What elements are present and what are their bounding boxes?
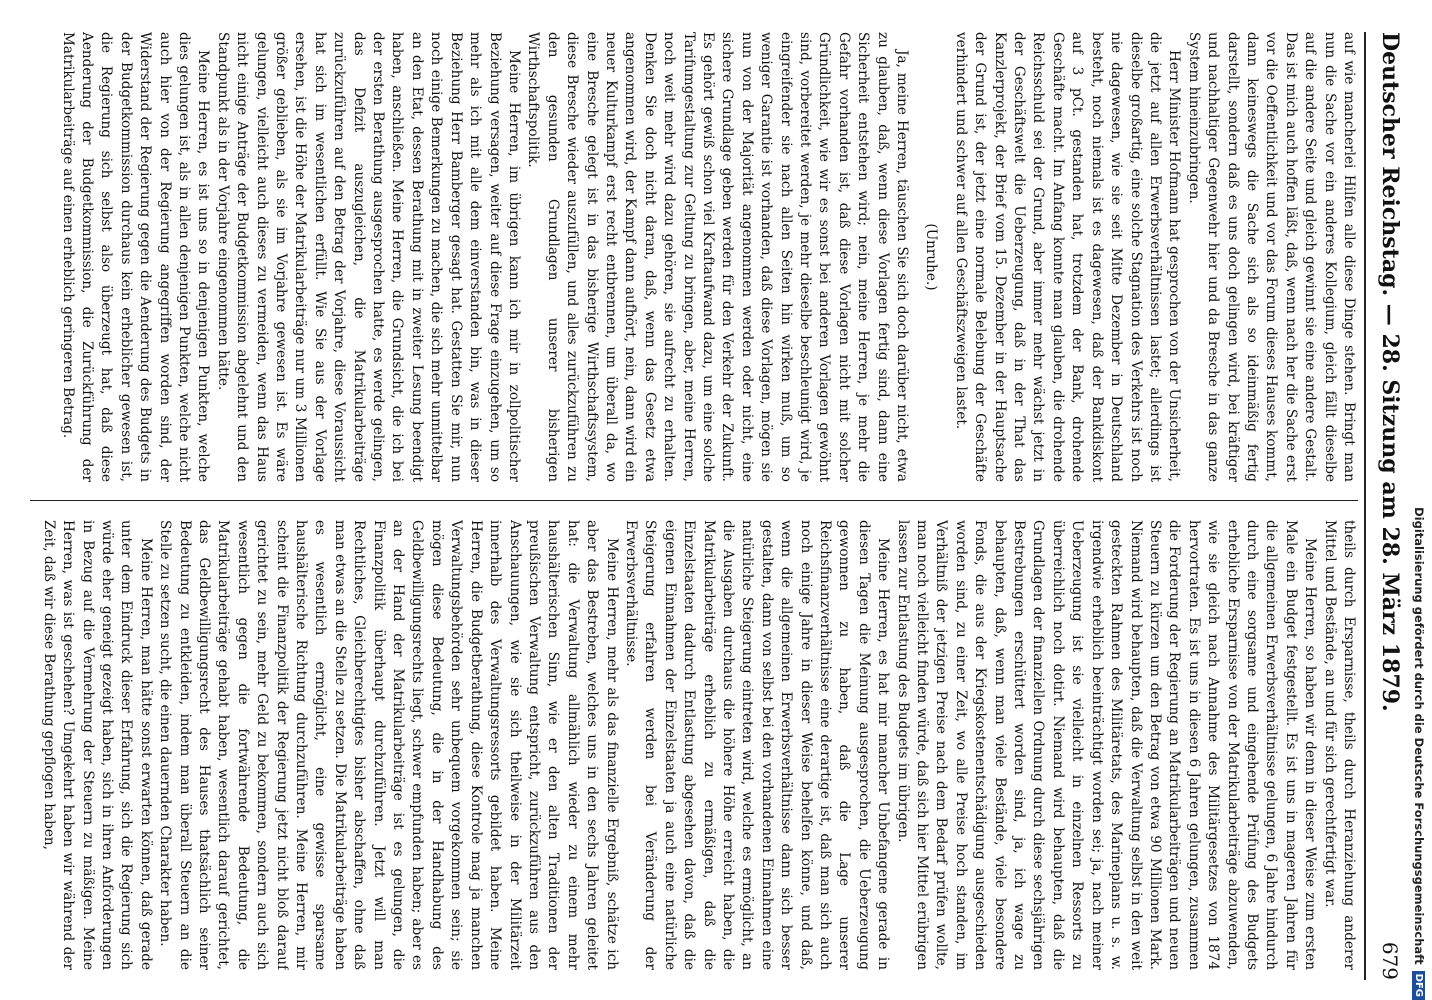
dfg-logo: DFG	[1413, 971, 1426, 1000]
text-column-right	[30, 520, 1358, 970]
paragraph: Meine Herren, so haben wir denn in dieser Weise zum ersten Male ein Budget festgestellt. Es ist uns in mageren Jahren für die allgemeinen Erwerbsverhältnisse gelungen, 6 Jahre hindurch durch eine sorgsame und eingehende Prüfung des Budgets erhebliche Ersparnisse von der Matrikularbeiträge abzuwenden, wie sie gleich nach Annahme des Militärgesetzes von 1874 hervortraten. Es ist uns in diesen 6 Jahren gelungen, zusammen die Forderung der Regierung an Matrikularbeiträgen und neuen Steuern zu kürzen um den Betrag von etwa 90 Millionen Mark. Niemand wird behaupten, daß die Verwaltung selbst in den weit gesteckten Rahmen des Militäretats, des Marineplans u. s. w. irgendwie erheblich beeinträchtigt worden sei; ja, nach meiner Ueberzeugung ist sie vielleicht in einzelnen Ressorts zu überreichlich noch dotirt. Niemand wird behaupten, daß die Grundlagen der finanziellen Ordnung durch diese sechsjährigen Bestrebungen erschüttert worden sind, ja, ich wage zu behaupten, daß, wenn man viele Bestände, viele besondere Fonds, die aus der Kriegskostenentschädigung ausgeschieden worden sind, zu einer Zeit, wo alle Preise hoch standen, im Verhältniß der jetzigen Preise nach dem Bedarf prüfen wollte, man noch vielleicht finden würde, daß sich hier Mittel erübrigen lassen zur Entlastung des Budgets im übrigen.	[894, 520, 1319, 970]
paragraph: auf wie mancherlei Hilfen alle diese Dinge stehen. Bringt man nun die Sache vor ein anderes Kollegium, gleich fällt dieselbe auf die andere Seite und gleich gewinnt sie eine andere Gestalt. Das ist mich auch hoffen läßt, daß, wenn nach her die Sache erst vor die Oeffentlichkeit und vor das Forum dieses Hauses kommt, dann keineswegs die Sache sich als so ideinmäßig fertig darstellt, sondern daß es uns doch gelingen wird, bei kräftiger und nachhaltiger Gegenwehr hier und da Bresche in das ganze System hineinzubringen.	[1185, 32, 1357, 482]
paragraph: theils durch Ersparnisse, theils durch Heranziehung anderer Mittel und Bestände, an und für sich gerechtfertigt war.	[1321, 520, 1357, 970]
attribution-text: Digitalisierung gefördert durch die Deutsche Forschungsgemeinschaft	[1412, 507, 1426, 965]
column-divider	[30, 500, 1358, 501]
header-rule	[1364, 32, 1366, 980]
page-header	[1372, 32, 1408, 980]
paragraph: Meine Herren, es ist uns so in denjenigen Punkten, welche dies gelungen ist, als in allen denjenigen Punkten, welche nicht auch hier von der Regierung angegriffen worden sind, der Widerstand der Regierung gegen die Aenderung des Budgets in der Budgetkommission durchaus kein erheblicher gewesen ist, die Regierung sich selbst also überzeugt hat, daß diese Aenderung der Budgetkommission, die Zurückführung der Matrikularbeiträge auf einen erheblich geringeren Betrag.	[59, 32, 212, 482]
interjection: (Unruhe.)	[923, 223, 940, 291]
paragraph: Ja, meine Herren, täuschen Sie sich doch darüber nicht, etwa zu glauben, daß, wenn diese Vorlagen fertig sind, dann eine Sicherheit entstehen wird; nein, meine Herren, je mehr die Gefahr vorhanden ist, daß diese Vorlagen nicht mit solcher Gründlichkeit, wie wir es sonst bei anderen Vorlagen gewöhnt sind, vorbereitet werden, je mehr dieselbe beschleunigt wird, je eingreifender sie nach allen Seiten hin wirken muß, um so weniger Garantie ist vorhanden, daß diese Vorlagen, mögen sie nun von der Majorität angenommen werden oder nicht, eine sichere Grundlage geben werden für den Verkehr der Zukunft. Es gehört gewiß schon viel Kraftaufwand dazu, um eine solche Tarifumgestaltung zur Geltung zu bringen, aber, meine Herren, noch weit mehr wird dazu gehören, sie aufrecht zu erhalten. Denken Sie doch nicht daran, daß, wenn das Gesetz etwa angenommen wird, der Kampf dann aufhört, nein, dann wird ein neuer Kulturkampf erst recht entbrennen, um überall da, wo eine Bresche gelegt ist in das bisherige Wirthschaftssystem, diese Bresche wieder auszufüllen, und alles zurückzuführen zu den gesunden Grundlagen unserer bisherigen Wirthschaftspolitik.	[525, 32, 911, 482]
text-column-left	[30, 32, 1358, 482]
paragraph: Herr Minister Hofmann hat gesprochen von der Unsicherheit, die jetzt auf allen Erwerbsverhältnissen lastet; allerdings ist dieselbe großartig, eine solche Stagnation des Verkehrs ist noch nie dagewesen, wie sie seit Mitte Dezember in Deutschland besteht, noch niemals ist es dagewesen, daß der Bankdiskont auf 3 pCt. gestanden hat, trotzdem der Bank, drohende Geschäfte macht. Im Anfang konnte man glauben, die drohende Reichsschuld sei der Grund, aber immer mehr wächst jetzt in der Geschäftswelt die Ueberzeugung, daß in der That das Kanzlerprojekt, der Brief vom 15. Dezember in der Hauptsache der Grund ist, der jetzt eine normale Belebung der Geschäfte verhindert und schwer auf allen Geschäftszweigen lastet.	[952, 32, 1183, 482]
paragraph: Meine Herren, man hätte sonst erwarten können, daß gerade unter dem Eindruck dieser Erfahrung, sich die Regierung sich würde eher geneigt gezeigt haben, sich in ihren Anforderungen in Bezug auf die Vermehrung der Steuern zu mäßigen. Meine Herren, was ist geschehen? Umgekehrt haben wir während der Zeit, daß wir diese Berathung gepflogen haben,	[40, 520, 154, 970]
running-title: Deutscher Reichstag. — 28. Sitzung am 28. März 1879.	[1377, 32, 1403, 712]
page-number: 679	[1378, 941, 1402, 980]
paragraph: Meine Herren, im übrigen kann ich mir in zollpolitischer Beziehung versagen, weiter auf diese Frage einzugehen, um so mehr als ich mit alle dem einverstanden bin, was in dieser Beziehung Herr Bamberger gesagt hat. Gestatten Sie mir, nun noch einige Bemerkungen zu machen, die sich mehr unmittelbar an den Etat, dessen Berathung mit in zweiter Lesung beendigt haben, anschließen. Meine Herren, die Grundsicht, die ich bei der ersten Berathung ausgesprochen hatte, es werde gelingen, das Defizit auszugleichen, die Matrikularbeiträge zurückzuführen auf den Betrag der Vorjahre, diese Voraussicht hat sich im wesentlichen erfüllt. Wie Sie aus der Vorlage ersehen, ist die Höhe der Matrikularbeiträge nur um 3 Millionen größer geblieben, als sie im Vorjahre gewesen ist. Es wäre gelungen, vielleicht auch dieses zu vermeiden, wenn das Haus nicht einige Anträge der Budgetkommission abgelehnt und den Standpunkt als in der Vorjahre eingenommen hätte.	[214, 32, 522, 482]
funding-attribution	[1408, 40, 1430, 1000]
paragraph: Meine Herren, es hat mir mancher Unbefangene gerade in diesen Tagen die Meinung ausgesprochen, die Ueberzeugung gewonnen zu haben, daß die Lage unserer Reichsfinanzverhältnisse eine derartige ist, daß man sich auch noch einige Jahre in dieser Weise behelfen könne, und daß, wenn die allgemeinen Erwerbsverhältnisse dann sich besser gestalten, dann von selbst bei den vorhandenen Einnahmen eine natürliche Steigerung eintreten wird, welche es ermöglicht, an die Ausgaben durchaus die höhere Höhe erreicht haben, die Matrikularbeiträge erheblich zu ermäßigen, daß die Einzelstaaten dadurch Entlastung abgesehen davon, daß die eigenen Einnahmen der Einzelstaaten ja auch eine natürliche Steigerung erfahren werden bei Veränderung der Erwerbsverhältnisse.	[622, 520, 892, 970]
paragraph: Meine Herren, mehr als das finanzielle Ergebniß, schätze ich aber das Bestreben, welches uns in den sechs Jahren geleitet hat: die Verwaltung allmählich wieder zu einem mehr haushälterischen Sinn, wie er den alten Traditionen der preußischen Verwaltung entspricht, zurückzuführen aus den Anschauungen, wie sie sich theilweise in der Militärzeit innerhalb des Verwaltungsressorts gebildet haben. Meine Herren, die Budgetberathung, diese Kontrole mag ja manchen Verwaltungsbehörden sehr unbequem vorgekommen sein; sie mögen diese Bedeutung, die in der Handhabung des Geldbewilligungsrechts liegt, schwer empfunden haben; aber es an der Hand der Matrikularbeiträge ist es gelungen, die Finanzpolitik überhaupt durchzuführen. Jetzt will man Rechtliches, Gleichberechtigtes bisher abschaffen, ohne daß man etwas an die Stelle zu setzen. Die Matrikularbeiträge haben es wesentlich ermöglicht, eine gewisse sparsame haushälterische Richtung durchzuführen. Meine Herren, mir scheint die Finanzpolitik der Regierung jetzt nicht bloß darauf gerichtet zu sein, mehr Geld zu bekommen, sondern auch sich wesentlich gegen die fortwährende Bedeutung, die Matrikularbeiträge gehabt haben, wesentlich darauf gerichtet, das Geldbewilligungsrecht des Hauses thatsächlich seiner Bedeutung zu entkleiden, indem man überall Steuern an die Stelle zu setzen sucht, die einen dauernden Charakter haben.	[157, 520, 620, 970]
